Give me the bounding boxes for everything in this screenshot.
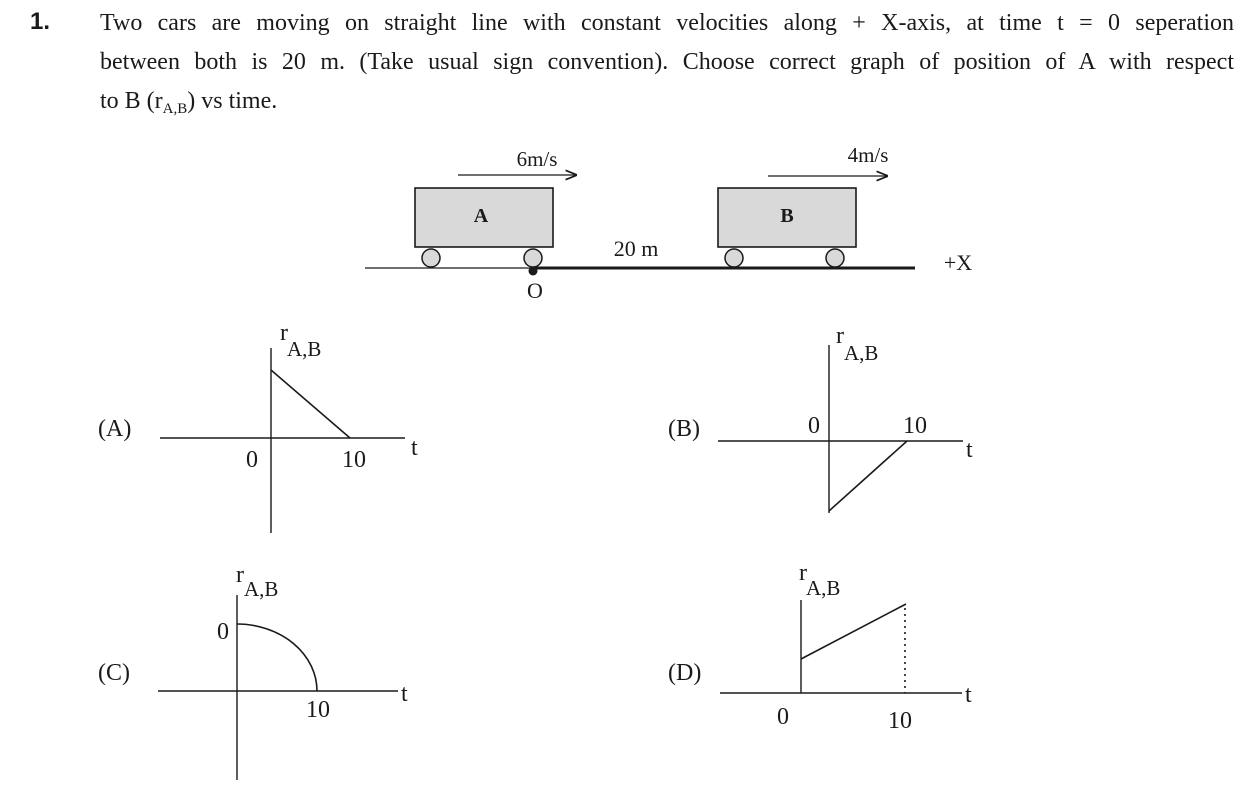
graph-d-t-label: t [965,682,972,708]
graph-a-t-label: t [411,435,418,461]
graph-d-curve [801,604,906,659]
graph-d [668,560,972,734]
origin-dot [529,267,538,276]
graph-c-r-sub: A,B [244,577,279,601]
car-b-velocity: 4m/s [847,143,889,167]
car-b-wheel-rear [725,249,743,267]
graph-b-curve [829,441,907,511]
car-diagram [365,143,972,303]
car-a-velocity: 6m/s [516,147,558,171]
graph-a-r-label: r [280,320,288,346]
origin-label: O [527,278,543,303]
separation-label: 20 m [613,236,659,261]
graph-d-ten: 10 [888,708,912,734]
graph-a-zero: 0 [246,447,258,473]
graph-d-r-sub: A,B [806,576,841,600]
question-text-line-3-pre: to B (r [100,88,163,114]
graph-c-t-label: t [401,681,408,707]
option-c-label: (C) [98,660,130,686]
car-b-label: B [780,205,794,227]
graph-c-curve [237,624,317,691]
car-a-label: A [473,205,489,227]
graph-b-t-label: t [966,437,973,463]
option-a-label: (A) [98,416,132,442]
graph-a [98,320,418,533]
graph-a-r-sub: A,B [287,337,322,361]
graph-c-r-label: r [236,562,244,588]
car-b [718,143,888,267]
graph-a-curve [271,370,350,438]
graph-c-ten: 10 [306,697,330,723]
car-a [415,147,576,267]
option-d-label: (D) [668,660,702,686]
x-axis-label: +X [943,250,973,275]
question-text-line-1: Two cars are moving on straight line with constant velocities along + X-axis, at time t = 0 seperation [100,10,1234,36]
question-text-line-2: between both is 20 m. (Take usual sign convention). Choose correct graph of position of A with respect [100,49,1234,75]
question-text-line-3-post: ) vs time. [187,88,278,114]
question-number: 1. [30,8,51,35]
car-a-wheel-front [524,249,542,267]
graph-a-ten: 10 [342,447,366,473]
car-a-wheel-rear [422,249,440,267]
graph-c [98,562,408,780]
graph-d-zero: 0 [777,704,789,730]
question-text-subscript: A,B [162,101,188,117]
graph-b [668,323,973,513]
option-b-label: (B) [668,416,700,442]
graph-b-r-label: r [836,323,844,349]
graph-d-r-label: r [799,560,807,586]
graph-b-ten: 10 [903,413,927,439]
graph-c-zero: 0 [217,619,229,645]
graph-b-r-sub: A,B [844,341,879,365]
graph-b-zero: 0 [808,413,820,439]
car-b-wheel-front [826,249,844,267]
